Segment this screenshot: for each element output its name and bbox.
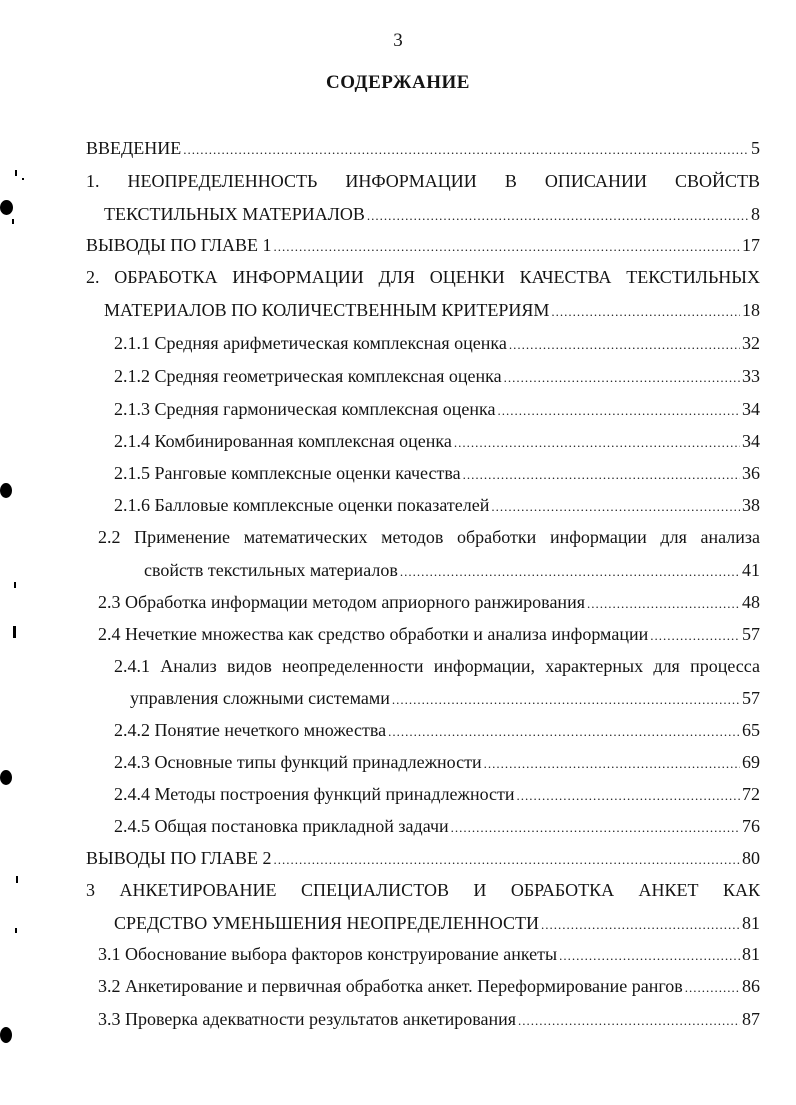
toc-entry-2-4-4 [114,784,760,808]
toc-entry-chapter-3-cont [114,913,760,937]
toc-entry-2-4-2 [114,720,760,744]
dot-leader [509,337,740,353]
toc-page: 36 [742,463,760,483]
toc-label: 2.4.4 Методы построения функций принадлежности [114,784,515,804]
toc-page: 8 [751,204,760,224]
toc-page: 86 [742,976,760,996]
dot-leader [497,403,740,419]
toc-entry-2-1-4 [114,431,760,455]
page-title: СОДЕРЖАНИЕ [326,72,470,93]
toc-page: 48 [742,592,760,612]
toc-entry-chapter-1 [86,171,760,195]
toc-label: ВЫВОДЫ ПО ГЛАВЕ 2 [86,848,272,868]
toc-label: 2.4.5 Общая постановка прикладной задачи [114,816,449,836]
toc-entry-2-2-cont [144,560,760,584]
toc-entry-conclusions-2 [86,848,760,872]
binder-hole-mark [0,770,12,785]
toc-label: СРЕДСТВО УМЕНЬШЕНИЯ НЕОПРЕДЕЛЕННОСТИ [114,913,539,933]
scan-speck [22,178,24,180]
toc-label: ВЫВОДЫ ПО ГЛАВЕ 1 [86,235,272,255]
dot-leader [491,499,740,515]
binder-hole-mark [0,200,13,215]
dot-leader [518,1013,740,1029]
dot-leader [484,756,740,772]
dot-leader [183,142,749,158]
toc-page: 17 [742,235,760,255]
toc-entry-2-2 [98,527,760,551]
toc-entry-2-4-1-cont [130,688,760,712]
binder-hole-mark [0,1027,12,1043]
toc-entry-2-1-5 [114,463,760,487]
toc-page: 69 [742,752,760,772]
toc-entry-2-1-6 [114,495,760,519]
dot-leader [587,596,740,612]
toc-label: 2.1.1 Средняя арифметическая комплексная оценка [114,333,507,353]
toc-label: ВВЕДЕНИЕ [86,138,182,158]
toc-entry-3-2 [98,976,760,1000]
toc-label: 3.1 Обоснование выбора факторов конструирование анкеты [98,944,558,964]
toc-page: 81 [742,913,760,933]
toc-entry-2-3 [98,592,760,616]
toc-entry-chapter-1-cont [104,204,760,228]
toc-entry-chapter-3 [86,880,760,904]
dot-leader [388,724,740,740]
toc-entry-2-1-1 [114,333,760,357]
toc-label: 2.4.2 Понятие нечеткого множества [114,720,387,740]
scan-speck [15,170,17,176]
toc-label: 2.1.6 Балловые комплексные оценки показателей [114,495,490,515]
toc-entry-2-4-1 [114,656,760,680]
page-number: 3 [393,30,403,51]
toc-page: 34 [742,431,760,451]
toc-label: 2.1.5 Ранговые комплексные оценки качества [114,463,461,483]
toc-page: 38 [742,495,760,515]
toc-page: 72 [742,784,760,804]
toc-page: 32 [742,333,760,353]
dot-leader [551,304,740,320]
dot-leader [559,948,740,964]
toc-page: 87 [742,1009,760,1029]
toc-entry-2-1-2 [114,366,760,390]
dot-leader [400,564,740,580]
dot-leader [504,370,740,386]
toc-page: 65 [742,720,760,740]
toc-page: 57 [742,688,760,708]
toc-entry-2-4 [98,624,760,648]
toc-entry-introduction [86,138,760,162]
toc-label: 2. ОБРАБОТКА ИНФОРМАЦИИ ДЛЯ ОЦЕНКИ КАЧЕСТВА ТЕКСТИЛЬНЫХ [86,267,760,287]
dot-leader [451,820,740,836]
dot-leader [685,980,740,996]
toc-entry-3-3 [98,1009,760,1033]
scan-speck [16,876,18,883]
toc-label: 2.4.1 Анализ видов неопределенности информации, характерных для процесса [114,656,760,676]
toc-entry-3-1 [98,944,760,968]
toc-page: 80 [742,848,760,868]
dot-leader [517,788,740,804]
dot-leader [367,208,749,224]
toc-label: 1. НЕОПРЕДЕЛЕННОСТЬ ИНФОРМАЦИИ В ОПИСАНИИ СВОЙСТВ [86,171,760,191]
toc-page: 34 [742,399,760,419]
dot-leader [463,467,740,483]
scan-speck [14,582,16,588]
toc-label: 2.3 Обработка информации методом априорного ранжирования [98,592,585,612]
dot-leader [454,435,740,451]
toc-page: 18 [742,300,760,320]
toc-page: 57 [742,624,760,644]
toc-page: 41 [742,560,760,580]
toc-label: управления сложными системами [130,688,390,708]
toc-label: 2.1.3 Средняя гармоническая комплексная оценка [114,399,496,419]
toc-entry-2-4-3 [114,752,760,776]
toc-label: ТЕКСТИЛЬНЫХ МАТЕРИАЛОВ [104,204,365,224]
toc-page: 76 [742,816,760,836]
toc-label: 2.4.3 Основные типы функций принадлежности [114,752,482,772]
dot-leader [650,628,740,644]
toc-label: 2.4 Нечеткие множества как средство обработки и анализа информации [98,624,649,644]
toc-entry-chapter-2 [86,267,760,291]
toc-label: 3 АНКЕТИРОВАНИЕ СПЕЦИАЛИСТОВ И ОБРАБОТКА АНКЕТ КАК [86,880,760,900]
dot-leader [392,692,740,708]
toc-entry-2-1-3 [114,399,760,423]
toc-entry-conclusions-1 [86,235,760,259]
toc-page: 81 [742,944,760,964]
toc-label: 3.3 Проверка адекватности результатов анкетирования [98,1009,517,1029]
scan-speck [12,219,14,224]
scan-speck [15,928,17,933]
toc-page: 33 [742,366,760,386]
toc-page: 5 [751,138,760,158]
binder-hole-mark [0,483,12,498]
toc-label: 2.2 Применение математических методов обработки информации для анализа [98,527,760,547]
scan-speck [13,626,16,638]
toc-label: 2.1.2 Средняя геометрическая комплексная оценка [114,366,502,386]
dot-leader [274,239,740,255]
toc-label: 2.1.4 Комбинированная комплексная оценка [114,431,452,451]
toc-label: 3.2 Анкетирование и первичная обработка анкет. Переформирование рангов [98,976,683,996]
toc-entry-2-4-5 [114,816,760,840]
toc-entry-chapter-2-cont [104,300,760,324]
toc-label: свойств текстильных материалов [144,560,398,580]
toc-label: МАТЕРИАЛОВ ПО КОЛИЧЕСТВЕННЫМ КРИТЕРИЯМ [104,300,550,320]
dot-leader [274,852,740,868]
dot-leader [541,917,740,933]
